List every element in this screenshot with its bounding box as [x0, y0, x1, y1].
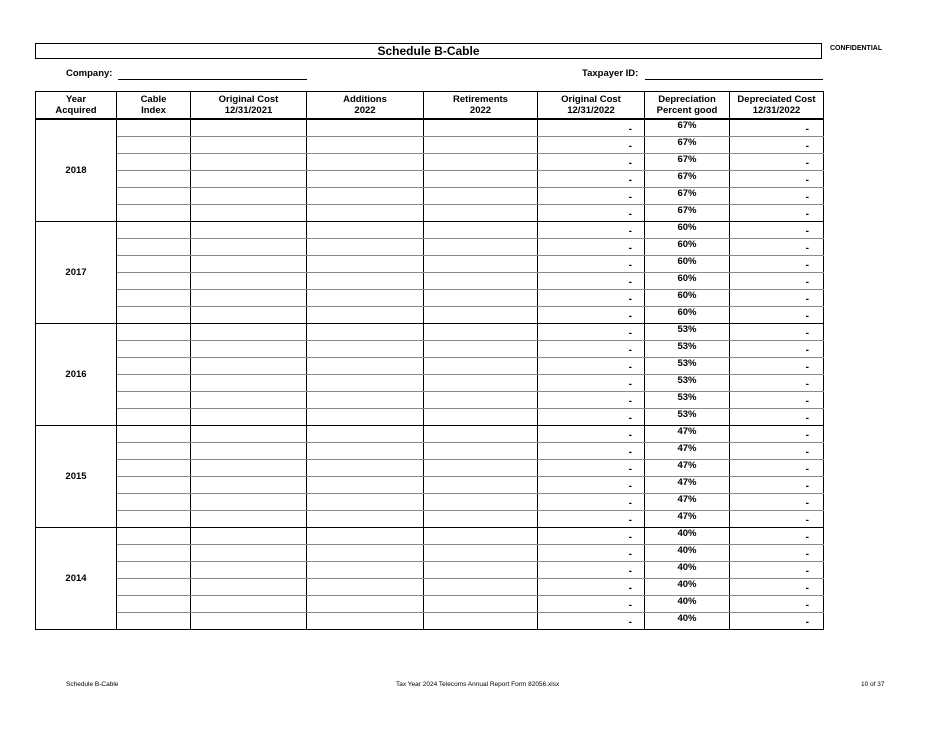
additions-cell[interactable] [307, 442, 424, 459]
original-cost-2021-cell[interactable] [191, 561, 307, 578]
depreciation-percent-cell: 47% [645, 476, 730, 493]
cable-index-cell[interactable] [117, 595, 191, 612]
depreciated-cost-cell: - [730, 323, 824, 340]
depreciated-cost-cell: - [730, 170, 824, 187]
additions-cell[interactable] [307, 561, 424, 578]
depreciated-cost-cell: - [730, 408, 824, 425]
original-cost-2021-cell[interactable] [191, 459, 307, 476]
depreciated-cost-cell: - [730, 272, 824, 289]
original-cost-2021-cell[interactable] [191, 408, 307, 425]
retirements-cell[interactable] [424, 238, 538, 255]
original-cost-2021-cell[interactable] [191, 340, 307, 357]
depreciated-cost-cell: - [730, 578, 824, 595]
table-row [36, 238, 824, 255]
table-row [36, 272, 824, 289]
original-cost-2021-cell[interactable] [191, 391, 307, 408]
original-cost-2022-cell: - [538, 374, 645, 391]
retirements-cell[interactable] [424, 374, 538, 391]
table-row [36, 408, 824, 425]
additions-cell[interactable] [307, 255, 424, 272]
year-acquired-cell: 2018 [36, 119, 117, 221]
table-row [36, 170, 824, 187]
cable-index-cell[interactable] [117, 459, 191, 476]
depreciated-cost-cell: - [730, 493, 824, 510]
original-cost-2021-cell[interactable] [191, 544, 307, 561]
depreciated-cost-cell: - [730, 595, 824, 612]
original-cost-2021-cell[interactable] [191, 238, 307, 255]
retirements-cell[interactable] [424, 510, 538, 527]
table-row [36, 578, 824, 595]
table-row [36, 493, 824, 510]
depreciated-cost-cell: - [730, 612, 824, 629]
additions-cell[interactable] [307, 323, 424, 340]
retirements-cell[interactable] [424, 357, 538, 374]
original-cost-2021-cell[interactable] [191, 153, 307, 170]
taxpayer-id-label: Taxpayer ID: [582, 68, 639, 79]
retirements-cell[interactable] [424, 578, 538, 595]
retirements-cell[interactable] [424, 527, 538, 544]
original-cost-2022-cell: - [538, 544, 645, 561]
depreciation-percent-cell: 40% [645, 612, 730, 629]
retirements-cell[interactable] [424, 119, 538, 136]
depreciation-percent-cell: 53% [645, 408, 730, 425]
additions-cell[interactable] [307, 544, 424, 561]
additions-cell[interactable] [307, 459, 424, 476]
year-acquired-cell: 2016 [36, 323, 117, 425]
original-cost-2022-cell: - [538, 357, 645, 374]
depreciated-cost-cell: - [730, 425, 824, 442]
depreciation-percent-cell: 47% [645, 459, 730, 476]
original-cost-2021-cell[interactable] [191, 510, 307, 527]
original-cost-2021-cell[interactable] [191, 204, 307, 221]
table-row [36, 306, 824, 323]
depreciation-percent-cell: 67% [645, 119, 730, 136]
depreciated-cost-cell: - [730, 289, 824, 306]
original-cost-2022-cell: - [538, 561, 645, 578]
retirements-cell[interactable] [424, 153, 538, 170]
original-cost-2021-cell[interactable] [191, 289, 307, 306]
cable-index-cell[interactable] [117, 238, 191, 255]
table-row [36, 544, 824, 561]
footer-sheet-name: Schedule B-Cable [66, 681, 119, 688]
taxpayer-id-field[interactable] [645, 79, 823, 80]
additions-cell[interactable] [307, 340, 424, 357]
cable-index-cell[interactable] [117, 425, 191, 442]
depreciation-percent-cell: 40% [645, 561, 730, 578]
depreciation-percent-cell: 67% [645, 136, 730, 153]
retirements-cell[interactable] [424, 289, 538, 306]
depreciated-cost-cell: - [730, 153, 824, 170]
additions-cell[interactable] [307, 119, 424, 136]
retirements-cell[interactable] [424, 306, 538, 323]
original-cost-2022-cell: - [538, 442, 645, 459]
table-row [36, 374, 824, 391]
depreciation-percent-cell: 60% [645, 221, 730, 238]
col-depreciated-cost: Depreciated Cost 12/31/2022 [730, 92, 824, 120]
depreciation-percent-cell: 47% [645, 425, 730, 442]
original-cost-2022-cell: - [538, 578, 645, 595]
original-cost-2022-cell: - [538, 323, 645, 340]
retirements-cell[interactable] [424, 170, 538, 187]
table-row [36, 459, 824, 476]
cable-index-cell[interactable] [117, 493, 191, 510]
original-cost-2021-cell[interactable] [191, 136, 307, 153]
additions-cell[interactable] [307, 408, 424, 425]
company-label: Company: [66, 68, 113, 79]
original-cost-2022-cell: - [538, 510, 645, 527]
retirements-cell[interactable] [424, 340, 538, 357]
original-cost-2021-cell[interactable] [191, 357, 307, 374]
depreciation-percent-cell: 53% [645, 391, 730, 408]
retirements-cell[interactable] [424, 408, 538, 425]
depreciation-percent-cell: 60% [645, 255, 730, 272]
col-original-cost-2021: Original Cost 12/31/2021 [191, 92, 307, 120]
depreciated-cost-cell: - [730, 187, 824, 204]
original-cost-2022-cell: - [538, 272, 645, 289]
original-cost-2021-cell[interactable] [191, 493, 307, 510]
original-cost-2022-cell: - [538, 255, 645, 272]
original-cost-2021-cell[interactable] [191, 595, 307, 612]
original-cost-2022-cell: - [538, 170, 645, 187]
table-row [36, 527, 824, 544]
depreciated-cost-cell: - [730, 561, 824, 578]
retirements-cell[interactable] [424, 459, 538, 476]
table-row [36, 340, 824, 357]
depreciated-cost-cell: - [730, 510, 824, 527]
original-cost-2022-cell: - [538, 153, 645, 170]
depreciation-percent-cell: 67% [645, 153, 730, 170]
depreciation-percent-cell: 40% [645, 578, 730, 595]
depreciated-cost-cell: - [730, 476, 824, 493]
cable-index-cell[interactable] [117, 340, 191, 357]
retirements-cell[interactable] [424, 595, 538, 612]
cable-index-cell[interactable] [117, 153, 191, 170]
depreciation-percent-cell: 40% [645, 595, 730, 612]
original-cost-2021-cell[interactable] [191, 612, 307, 629]
col-depreciation-percent: Depreciation Percent good [645, 92, 730, 120]
depreciated-cost-cell: - [730, 391, 824, 408]
year-acquired-cell: 2014 [36, 527, 117, 629]
depreciated-cost-cell: - [730, 340, 824, 357]
cable-index-cell[interactable] [117, 391, 191, 408]
table-row [36, 204, 824, 221]
additions-cell[interactable] [307, 204, 424, 221]
retirements-cell[interactable] [424, 255, 538, 272]
depreciated-cost-cell: - [730, 306, 824, 323]
original-cost-2022-cell: - [538, 425, 645, 442]
depreciated-cost-cell: - [730, 255, 824, 272]
retirements-cell[interactable] [424, 476, 538, 493]
footer-file-name: Tax Year 2024 Telecoms Annual Report Form 82056.xlsx [396, 681, 560, 688]
table-row [36, 119, 824, 136]
cable-index-cell[interactable] [117, 170, 191, 187]
cable-index-cell[interactable] [117, 442, 191, 459]
additions-cell[interactable] [307, 374, 424, 391]
cable-index-cell[interactable] [117, 187, 191, 204]
depreciation-percent-cell: 47% [645, 442, 730, 459]
original-cost-2022-cell: - [538, 612, 645, 629]
depreciation-percent-cell: 53% [645, 340, 730, 357]
table-row [36, 612, 824, 629]
depreciation-percent-cell: 60% [645, 272, 730, 289]
additions-cell[interactable] [307, 510, 424, 527]
original-cost-2022-cell: - [538, 204, 645, 221]
cable-index-cell[interactable] [117, 306, 191, 323]
col-original-cost-2022: Original Cost 12/31/2022 [538, 92, 645, 120]
table-row [36, 323, 824, 340]
table-row [36, 510, 824, 527]
original-cost-2021-cell[interactable] [191, 578, 307, 595]
retirements-cell[interactable] [424, 221, 538, 238]
cable-index-cell[interactable] [117, 561, 191, 578]
year-acquired-cell: 2017 [36, 221, 117, 323]
original-cost-2022-cell: - [538, 136, 645, 153]
cable-index-cell[interactable] [117, 272, 191, 289]
original-cost-2022-cell: - [538, 408, 645, 425]
cable-index-cell[interactable] [117, 374, 191, 391]
header-row [36, 92, 824, 120]
additions-cell[interactable] [307, 136, 424, 153]
year-acquired-cell: 2015 [36, 425, 117, 527]
cable-index-cell[interactable] [117, 323, 191, 340]
depreciated-cost-cell: - [730, 459, 824, 476]
table-row [36, 425, 824, 442]
depreciated-cost-cell: - [730, 374, 824, 391]
retirements-cell[interactable] [424, 323, 538, 340]
original-cost-2022-cell: - [538, 493, 645, 510]
depreciation-percent-cell: 67% [645, 204, 730, 221]
original-cost-2021-cell[interactable] [191, 272, 307, 289]
original-cost-2022-cell: - [538, 391, 645, 408]
additions-cell[interactable] [307, 578, 424, 595]
original-cost-2021-cell[interactable] [191, 170, 307, 187]
original-cost-2022-cell: - [538, 340, 645, 357]
retirements-cell[interactable] [424, 493, 538, 510]
depreciation-percent-cell: 60% [645, 238, 730, 255]
table-row [36, 187, 824, 204]
cable-index-cell[interactable] [117, 612, 191, 629]
depreciated-cost-cell: - [730, 544, 824, 561]
additions-cell[interactable] [307, 289, 424, 306]
retirements-cell[interactable] [424, 442, 538, 459]
table-row [36, 595, 824, 612]
depreciated-cost-cell: - [730, 204, 824, 221]
depreciation-percent-cell: 40% [645, 527, 730, 544]
original-cost-2022-cell: - [538, 476, 645, 493]
cable-index-cell[interactable] [117, 544, 191, 561]
col-retirements: Retirements 2022 [424, 92, 538, 120]
additions-cell[interactable] [307, 595, 424, 612]
original-cost-2022-cell: - [538, 527, 645, 544]
retirements-cell[interactable] [424, 561, 538, 578]
retirements-cell[interactable] [424, 272, 538, 289]
confidential-label: CONFIDENTIAL [830, 45, 883, 52]
cable-index-cell[interactable] [117, 119, 191, 136]
cable-index-cell[interactable] [117, 357, 191, 374]
additions-cell[interactable] [307, 493, 424, 510]
original-cost-2021-cell[interactable] [191, 221, 307, 238]
cable-index-cell[interactable] [117, 136, 191, 153]
retirements-cell[interactable] [424, 425, 538, 442]
cable-index-cell[interactable] [117, 255, 191, 272]
original-cost-2021-cell[interactable] [191, 119, 307, 136]
table-row [36, 289, 824, 306]
original-cost-2022-cell: - [538, 119, 645, 136]
cable-index-cell[interactable] [117, 476, 191, 493]
depreciated-cost-cell: - [730, 119, 824, 136]
depreciation-percent-cell: 67% [645, 187, 730, 204]
cable-index-cell[interactable] [117, 527, 191, 544]
table-row [36, 255, 824, 272]
company-field[interactable] [118, 79, 307, 80]
depreciation-percent-cell: 53% [645, 374, 730, 391]
original-cost-2022-cell: - [538, 221, 645, 238]
additions-cell[interactable] [307, 306, 424, 323]
depreciation-percent-cell: 60% [645, 289, 730, 306]
depreciated-cost-cell: - [730, 221, 824, 238]
table-row [36, 476, 824, 493]
original-cost-2021-cell[interactable] [191, 323, 307, 340]
table-row [36, 221, 824, 238]
retirements-cell[interactable] [424, 136, 538, 153]
cable-index-cell[interactable] [117, 221, 191, 238]
original-cost-2021-cell[interactable] [191, 442, 307, 459]
col-additions: Additions 2022 [307, 92, 424, 120]
table-row [36, 153, 824, 170]
additions-cell[interactable] [307, 238, 424, 255]
footer-page-number: 10 of 37 [861, 681, 885, 688]
cable-index-cell[interactable] [117, 578, 191, 595]
depreciated-cost-cell: - [730, 442, 824, 459]
original-cost-2022-cell: - [538, 306, 645, 323]
retirements-cell[interactable] [424, 612, 538, 629]
additions-cell[interactable] [307, 612, 424, 629]
depreciation-table [35, 91, 824, 630]
depreciation-percent-cell: 47% [645, 493, 730, 510]
table-row [36, 357, 824, 374]
original-cost-2022-cell: - [538, 289, 645, 306]
additions-cell[interactable] [307, 476, 424, 493]
table-row [36, 561, 824, 578]
cable-index-cell[interactable] [117, 289, 191, 306]
retirements-cell[interactable] [424, 204, 538, 221]
table-row [36, 442, 824, 459]
col-year-acquired: Year Acquired [36, 92, 117, 120]
original-cost-2021-cell[interactable] [191, 476, 307, 493]
retirements-cell[interactable] [424, 391, 538, 408]
original-cost-2022-cell: - [538, 187, 645, 204]
depreciation-percent-cell: 67% [645, 170, 730, 187]
additions-cell[interactable] [307, 527, 424, 544]
additions-cell[interactable] [307, 221, 424, 238]
additions-cell[interactable] [307, 425, 424, 442]
cable-index-cell[interactable] [117, 408, 191, 425]
cable-index-cell[interactable] [117, 204, 191, 221]
original-cost-2022-cell: - [538, 238, 645, 255]
original-cost-2021-cell[interactable] [191, 527, 307, 544]
depreciation-percent-cell: 60% [645, 306, 730, 323]
retirements-cell[interactable] [424, 187, 538, 204]
additions-cell[interactable] [307, 391, 424, 408]
original-cost-2021-cell[interactable] [191, 187, 307, 204]
schedule-title: Schedule B-Cable [35, 43, 822, 59]
table-row [36, 136, 824, 153]
cable-index-cell[interactable] [117, 510, 191, 527]
depreciated-cost-cell: - [730, 357, 824, 374]
additions-cell[interactable] [307, 187, 424, 204]
original-cost-2022-cell: - [538, 595, 645, 612]
depreciated-cost-cell: - [730, 238, 824, 255]
depreciation-percent-cell: 53% [645, 357, 730, 374]
original-cost-2022-cell: - [538, 459, 645, 476]
depreciation-percent-cell: 47% [645, 510, 730, 527]
original-cost-2021-cell[interactable] [191, 255, 307, 272]
additions-cell[interactable] [307, 357, 424, 374]
depreciation-percent-cell: 40% [645, 544, 730, 561]
retirements-cell[interactable] [424, 544, 538, 561]
depreciated-cost-cell: - [730, 527, 824, 544]
additions-cell[interactable] [307, 272, 424, 289]
depreciation-percent-cell: 53% [645, 323, 730, 340]
additions-cell[interactable] [307, 153, 424, 170]
table-row [36, 391, 824, 408]
col-cable-index: Cable Index [117, 92, 191, 120]
depreciated-cost-cell: - [730, 136, 824, 153]
additions-cell[interactable] [307, 170, 424, 187]
original-cost-2021-cell[interactable] [191, 425, 307, 442]
original-cost-2021-cell[interactable] [191, 374, 307, 391]
original-cost-2021-cell[interactable] [191, 306, 307, 323]
